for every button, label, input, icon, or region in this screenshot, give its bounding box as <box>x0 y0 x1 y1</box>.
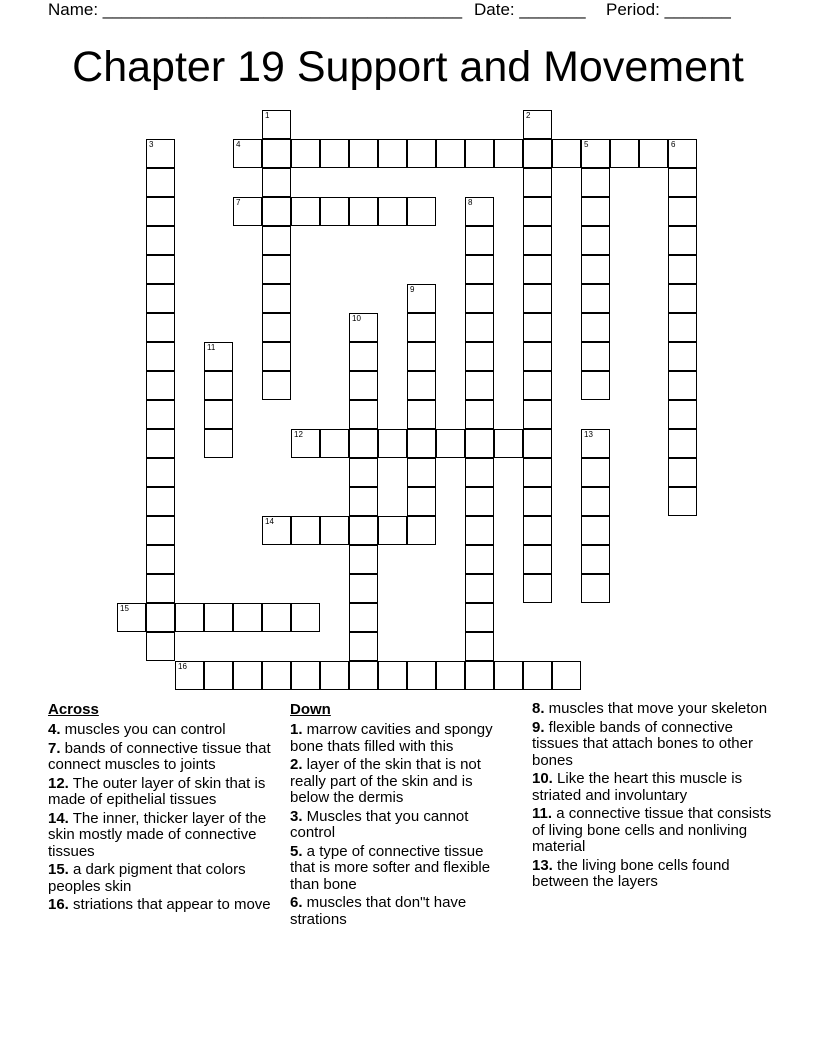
crossword-cell[interactable] <box>668 139 697 168</box>
clue-number: 10 <box>352 314 361 323</box>
crossword-cell[interactable] <box>610 139 639 168</box>
crossword-cell[interactable] <box>581 284 610 313</box>
clue-text: Like the heart this muscle is striated and involuntary <box>532 770 743 804</box>
crossword-cell[interactable] <box>146 313 175 342</box>
crossword-cell[interactable] <box>146 226 175 255</box>
crossword-cell[interactable] <box>291 603 320 632</box>
crossword-cell[interactable] <box>465 400 494 429</box>
crossword-cell[interactable] <box>581 342 610 371</box>
crossword-cell[interactable] <box>407 139 436 168</box>
crossword-cell[interactable] <box>146 342 175 371</box>
crossword-cell[interactable] <box>465 661 494 690</box>
crossword-cell[interactable] <box>668 226 697 255</box>
down-clues-continued <box>532 701 772 893</box>
crossword-cell[interactable] <box>146 197 175 226</box>
clue-text: bands of connective tissue that connect muscles to joints <box>48 739 271 773</box>
clue-text: layer of the skin that is not really part of the skin and is below the dermis <box>290 756 481 806</box>
clue-number: 13. <box>532 856 553 874</box>
crossword-cell[interactable] <box>407 197 436 226</box>
clue-text: a type of connective tissue that is more softer and flexible than bone <box>290 842 491 893</box>
crossword-cell[interactable] <box>262 516 291 545</box>
clue-number: 3. <box>290 807 303 825</box>
clue-number: 7. <box>48 739 61 757</box>
crossword-cell[interactable] <box>204 661 233 690</box>
crossword-cell[interactable] <box>581 487 610 516</box>
down-clue <box>290 757 512 807</box>
crossword-cell[interactable] <box>523 545 552 574</box>
clue-number: 6. <box>290 894 303 911</box>
crossword-cell[interactable] <box>465 139 494 168</box>
clue-number: 9 <box>410 285 415 294</box>
clue-number: 1. <box>290 721 303 738</box>
crossword-cell[interactable] <box>436 429 465 458</box>
crossword-cell[interactable] <box>262 110 291 139</box>
crossword-cell[interactable] <box>465 197 494 226</box>
crossword-cell[interactable] <box>349 400 378 429</box>
across-clue <box>48 862 276 895</box>
crossword-cell[interactable] <box>407 429 436 458</box>
crossword-cell[interactable] <box>146 284 175 313</box>
crossword-cell[interactable] <box>407 516 436 545</box>
crossword-cell[interactable] <box>465 487 494 516</box>
crossword-cell[interactable] <box>581 429 610 458</box>
clue-text: The outer layer of skin that is made of epithelial tissues <box>48 774 266 808</box>
crossword-cell[interactable] <box>349 197 378 226</box>
crossword-cell[interactable] <box>320 661 349 690</box>
across-clue <box>48 897 276 914</box>
crossword-cell[interactable] <box>523 313 552 342</box>
clue-text: a dark pigment that colors peoples skin <box>48 861 246 895</box>
crossword-cell[interactable] <box>262 255 291 284</box>
crossword-cell[interactable] <box>262 284 291 313</box>
crossword-cell[interactable] <box>262 226 291 255</box>
clue-number: 11. <box>532 805 553 822</box>
crossword-cell[interactable] <box>668 168 697 197</box>
crossword-cell[interactable] <box>349 342 378 371</box>
crossword-cell[interactable] <box>523 342 552 371</box>
page-title: Chapter 19 Support and Movement <box>72 43 744 91</box>
crossword-cell[interactable] <box>581 458 610 487</box>
crossword-cell[interactable] <box>465 284 494 313</box>
crossword-cell[interactable] <box>465 603 494 632</box>
crossword-cell[interactable] <box>436 139 465 168</box>
crossword-cell[interactable] <box>291 139 320 168</box>
down-heading: Down <box>290 701 331 718</box>
crossword-cell[interactable] <box>407 458 436 487</box>
clue-text: Muscles that you cannot control <box>290 807 469 841</box>
crossword-cell[interactable] <box>349 516 378 545</box>
crossword-cell[interactable] <box>407 313 436 342</box>
crossword-cell[interactable] <box>581 255 610 284</box>
crossword-cell[interactable] <box>378 429 407 458</box>
across-clue <box>48 722 276 739</box>
clue-number: 14. <box>48 809 69 827</box>
clue-text: the living bone cells found between the layers <box>532 856 730 890</box>
across-clue <box>48 776 276 809</box>
crossword-cell[interactable] <box>523 400 552 429</box>
name-field[interactable]: Name: ______________________________________ <box>48 0 463 19</box>
crossword-cell[interactable] <box>523 487 552 516</box>
clue-number: 2. <box>290 756 303 773</box>
clue-number: 4 <box>236 140 241 149</box>
date-field[interactable]: Date: _______ <box>474 0 586 19</box>
down-clue <box>290 809 512 842</box>
crossword-cell[interactable] <box>204 400 233 429</box>
crossword-cell[interactable] <box>146 255 175 284</box>
crossword-cell[interactable] <box>175 603 204 632</box>
crossword-cell[interactable] <box>146 545 175 574</box>
clue-number: 16. <box>48 896 69 913</box>
crossword-cell[interactable] <box>465 226 494 255</box>
crossword-cell[interactable] <box>146 429 175 458</box>
crossword-cell[interactable] <box>146 168 175 197</box>
clue-number: 14 <box>265 517 274 526</box>
crossword-cell[interactable] <box>494 139 523 168</box>
across-clue <box>48 741 276 774</box>
crossword-cell[interactable] <box>581 574 610 603</box>
crossword-cell[interactable] <box>523 661 552 690</box>
clue-number: 16 <box>178 662 187 671</box>
crossword-cell[interactable] <box>320 197 349 226</box>
down-clue <box>290 722 512 755</box>
crossword-cell[interactable] <box>378 197 407 226</box>
crossword-cell[interactable] <box>262 371 291 400</box>
crossword-cell[interactable] <box>204 603 233 632</box>
clue-text: striations that appear to move <box>68 896 271 913</box>
down-clue <box>532 806 772 856</box>
clue-text: flexible bands of connective tissues that attach bones to other bones <box>532 718 753 769</box>
crossword-cell[interactable] <box>146 632 175 661</box>
crossword-cell[interactable] <box>146 516 175 545</box>
crossword-cell[interactable] <box>320 429 349 458</box>
across-clues <box>48 701 276 916</box>
clue-number: 5. <box>290 842 303 860</box>
clue-number: 15 <box>120 604 129 613</box>
crossword-cell[interactable] <box>378 516 407 545</box>
crossword-cell[interactable] <box>146 603 175 632</box>
crossword-cell[interactable] <box>581 226 610 255</box>
clue-text: a connective tissue that consists of living bone cells and nonliving material <box>532 805 772 855</box>
down-clue <box>532 771 772 804</box>
clue-text: muscles that don"t have strations <box>290 894 467 928</box>
crossword-cell[interactable] <box>407 487 436 516</box>
crossword-cell[interactable] <box>320 516 349 545</box>
clue-number: 8. <box>532 700 545 717</box>
crossword-cell[interactable] <box>233 603 262 632</box>
down-clue <box>532 701 772 718</box>
clue-number: 15. <box>48 861 69 878</box>
crossword-cell[interactable] <box>523 110 552 139</box>
crossword-cell[interactable] <box>349 545 378 574</box>
crossword-cell[interactable] <box>523 371 552 400</box>
crossword-cell[interactable] <box>465 574 494 603</box>
crossword-cell[interactable] <box>233 139 262 168</box>
crossword-cell[interactable] <box>465 255 494 284</box>
down-clue <box>532 858 772 891</box>
clue-text: muscles you can control <box>60 721 226 738</box>
clue-text: muscles that move your skeleton <box>544 700 768 717</box>
crossword-cell[interactable] <box>465 545 494 574</box>
crossword-cell[interactable] <box>262 197 291 226</box>
crossword-cell[interactable] <box>581 545 610 574</box>
crossword-cell[interactable] <box>117 603 146 632</box>
crossword-cell[interactable] <box>291 661 320 690</box>
crossword-cell[interactable] <box>581 371 610 400</box>
period-field[interactable]: Period: _______ <box>606 0 731 19</box>
crossword-cell[interactable] <box>668 342 697 371</box>
crossword-cell[interactable] <box>233 661 262 690</box>
crossword-cell[interactable] <box>349 429 378 458</box>
clue-text: The inner, thicker layer of the skin mostly made of connective tissues <box>48 809 267 860</box>
crossword-cell[interactable] <box>146 139 175 168</box>
crossword-cell[interactable] <box>291 197 320 226</box>
crossword-cell[interactable] <box>523 516 552 545</box>
crossword-cell[interactable] <box>523 139 552 168</box>
crossword-cell[interactable] <box>523 429 552 458</box>
down-clues <box>290 701 512 930</box>
clue-number: 3 <box>149 140 154 149</box>
crossword-cell[interactable] <box>349 603 378 632</box>
crossword-cell[interactable] <box>262 139 291 168</box>
crossword-cell[interactable] <box>552 139 581 168</box>
crossword-cell[interactable] <box>581 313 610 342</box>
crossword-cell[interactable] <box>204 342 233 371</box>
down-clue <box>532 720 772 770</box>
crossword-cell[interactable] <box>291 429 320 458</box>
crossword-cell[interactable] <box>262 313 291 342</box>
crossword-cell[interactable] <box>378 661 407 690</box>
clue-number: 12 <box>294 430 303 439</box>
crossword-cell[interactable] <box>465 313 494 342</box>
clue-number: 7 <box>236 198 241 207</box>
crossword-cell[interactable] <box>523 574 552 603</box>
crossword-cell[interactable] <box>349 371 378 400</box>
crossword-cell[interactable] <box>349 632 378 661</box>
crossword-cell[interactable] <box>465 458 494 487</box>
clue-text: marrow cavities and spongy bone thats filled with this <box>290 721 493 755</box>
crossword-cell[interactable] <box>668 313 697 342</box>
clue-number: 9. <box>532 718 545 736</box>
crossword-cell[interactable] <box>668 284 697 313</box>
clue-number: 4. <box>48 721 61 738</box>
clue-number: 10. <box>532 770 553 787</box>
crossword-cell[interactable] <box>465 429 494 458</box>
crossword-cell[interactable] <box>668 487 697 516</box>
crossword-cell[interactable] <box>262 168 291 197</box>
clue-number: 1 <box>265 111 270 120</box>
crossword-cell[interactable] <box>639 139 668 168</box>
crossword-cell[interactable] <box>523 284 552 313</box>
crossword-cell[interactable] <box>523 226 552 255</box>
crossword-cell[interactable] <box>291 516 320 545</box>
crossword-cell[interactable] <box>204 371 233 400</box>
crossword-cell[interactable] <box>146 574 175 603</box>
crossword-cell[interactable] <box>465 342 494 371</box>
crossword-cell[interactable] <box>523 197 552 226</box>
crossword-cell[interactable] <box>349 487 378 516</box>
crossword-cell[interactable] <box>262 661 291 690</box>
across-clue <box>48 811 276 861</box>
crossword-cell[interactable] <box>581 197 610 226</box>
crossword-cell[interactable] <box>146 487 175 516</box>
crossword-cell[interactable] <box>668 371 697 400</box>
crossword-cell[interactable] <box>465 371 494 400</box>
crossword-cell[interactable] <box>262 603 291 632</box>
crossword-cell[interactable] <box>407 661 436 690</box>
crossword-cell[interactable] <box>349 313 378 342</box>
crossword-cell[interactable] <box>494 429 523 458</box>
crossword-cell[interactable] <box>523 458 552 487</box>
crossword-cell[interactable] <box>552 661 581 690</box>
crossword-cell[interactable] <box>407 284 436 313</box>
crossword-cell[interactable] <box>668 400 697 429</box>
crossword-cell[interactable] <box>146 371 175 400</box>
clue-number: 2 <box>526 111 531 120</box>
crossword-cell[interactable] <box>349 661 378 690</box>
clue-number: 12. <box>48 774 69 792</box>
across-heading: Across <box>48 701 99 718</box>
crossword-cell[interactable] <box>668 255 697 284</box>
crossword-cell[interactable] <box>668 458 697 487</box>
crossword-cell[interactable] <box>349 574 378 603</box>
crossword-cell[interactable] <box>436 661 465 690</box>
crossword-cell[interactable] <box>146 458 175 487</box>
clue-number: 8 <box>468 198 473 207</box>
crossword-cell[interactable] <box>175 661 204 690</box>
clue-number: 13 <box>584 430 593 439</box>
crossword-cell[interactable] <box>494 661 523 690</box>
crossword-cell[interactable] <box>523 168 552 197</box>
crossword-cell[interactable] <box>320 139 349 168</box>
clue-number: 5 <box>584 140 589 149</box>
crossword-cell[interactable] <box>668 429 697 458</box>
crossword-cell[interactable] <box>233 197 262 226</box>
crossword-cell[interactable] <box>349 458 378 487</box>
crossword-cell[interactable] <box>407 342 436 371</box>
clue-number: 6 <box>671 140 676 149</box>
crossword-cell[interactable] <box>581 168 610 197</box>
crossword-cell[interactable] <box>465 632 494 661</box>
crossword-cell[interactable] <box>581 516 610 545</box>
down-clue <box>290 844 512 894</box>
crossword-cell[interactable] <box>349 139 378 168</box>
crossword-cell[interactable] <box>146 400 175 429</box>
crossword-cell[interactable] <box>378 139 407 168</box>
crossword-cell[interactable] <box>262 342 291 371</box>
down-clue <box>290 895 512 928</box>
crossword-cell[interactable] <box>204 429 233 458</box>
clue-number: 11 <box>207 343 216 352</box>
crossword-cell[interactable] <box>407 371 436 400</box>
crossword-cell[interactable] <box>581 139 610 168</box>
crossword-cell[interactable] <box>465 516 494 545</box>
crossword-cell[interactable] <box>668 197 697 226</box>
crossword-cell[interactable] <box>523 255 552 284</box>
crossword-cell[interactable] <box>407 400 436 429</box>
